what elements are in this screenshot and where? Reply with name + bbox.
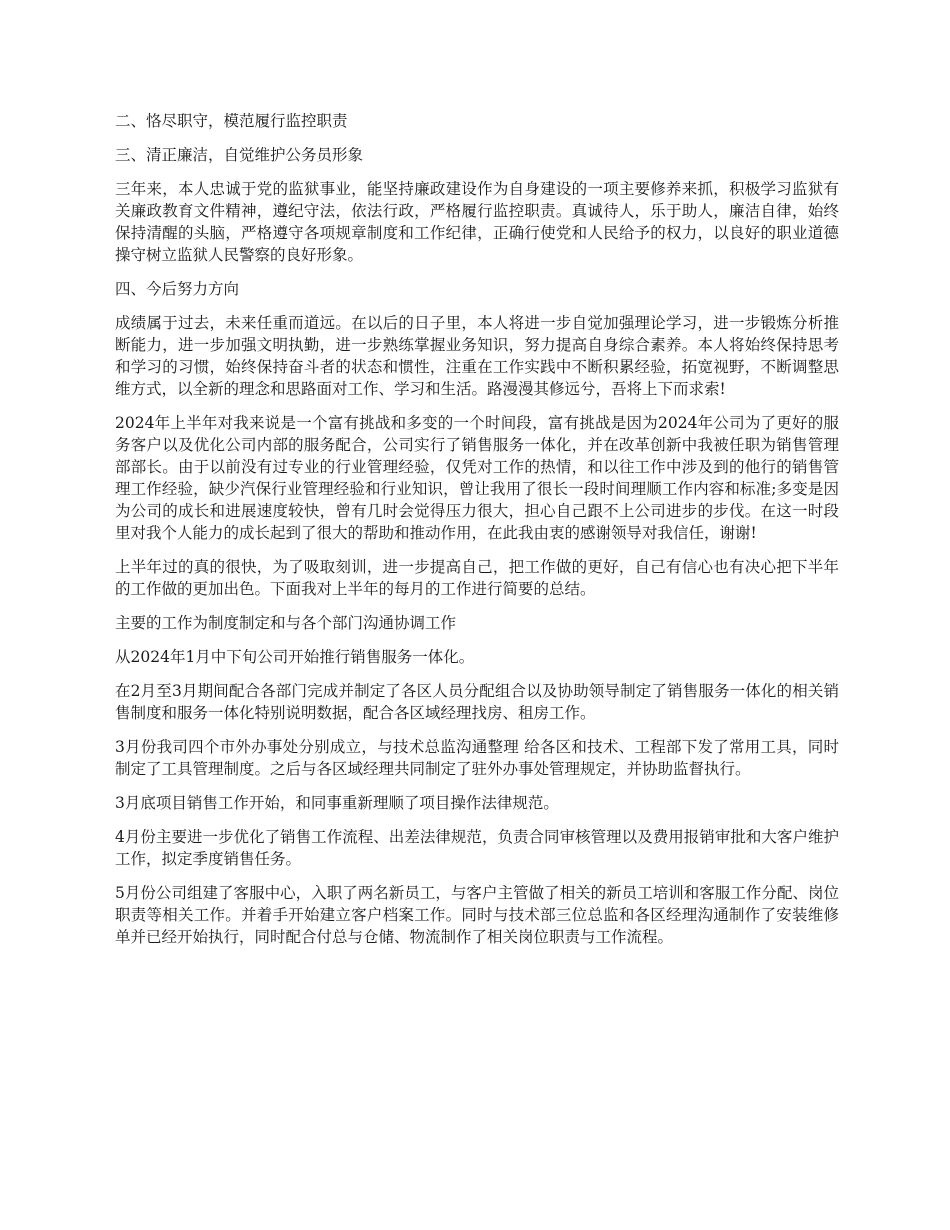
paragraph-half-year-intro: 2024年上半年对我来说是一个富有挑战和多变的一个时间段，富有挑战是因为2024年公司为了更好的服务客户以及优化公司内部的服务配合，公司实行了销售服务一体化，并在改革创新中我被任职为销售管理部部长。由于以前没有过专业的行业管理经验，仅凭对工作的热情，和以往工作中涉及到的他行的销售管理工作经验，缺少汽保行业管理经验和行业知识，曾让我用了很长一段时间理顺工作内容和标准;多变是因为公司的成长和进展速度较快，曾有几时会觉得压力很大，担心自己跟不上公司进步的步伐。在这一时段里对我个人能力的成长起到了很大的帮助和推动作用，在此我由衷的感谢领导对我信任，谢谢!: [115, 414, 839, 542]
paragraph-april: 4月份主要进一步优化了销售工作流程、出差法律规范，负责合同审核管理以及费用报销审批和大客户维护工作，拟定季度销售任务。: [115, 828, 839, 868]
section-heading-2: 二、恪尽职守，模范履行监控职责: [115, 112, 348, 130]
subheading-main-work: 主要的工作为制度制定和与各个部门沟通协调工作: [115, 614, 457, 632]
paragraph-january: 从2024年1月中下旬公司开始推行销售服务一体化。: [115, 648, 475, 666]
paragraph-may: 5月份公司组建了客服中心，入职了两名新员工，与客户主管做了相关的新员工培训和客服工作分配、岗位职责等相关工作。并着手开始建立客户档案工作。同时与技术部三位总监和各区经理沟通制作了安装维修单并已经开始执行，同时配合付总与仓储、物流制作了相关岗位职责与工作流程。: [115, 884, 839, 946]
paragraph-february-march: 在2月至3月期间配合各部门完成并制定了各区人员分配组合以及协助领导制定了销售服务一体化的相关销售制度和服务一体化特别说明数据，配合各区域经理找房、租房工作。: [115, 682, 839, 722]
document-page: [115, 110, 839, 960]
section-heading-4: 四、今后努力方向: [115, 280, 240, 298]
section-heading-3: 三、清正廉洁，自觉维护公务员形象: [115, 146, 364, 164]
paragraph-integrity: 三年来，本人忠诚于党的监狱事业，能坚持廉政建设作为自身建设的一项主要修养来抓，积极学习监狱有关廉政教育文件精神，遵纪守法，依法行政，严格履行监控职责。真诚待人，乐于助人，廉洁自律，始终保持清醒的头脑，严格遵守各项规章制度和工作纪律，正确行使党和人民给予的权力，以良好的职业道德操守树立监狱人民警察的良好形象。: [115, 180, 839, 264]
paragraph-future-direction: 成绩属于过去，未来任重而道远。在以后的日子里，本人将进一步自觉加强理论学习，进一步锻炼分析推断能力，进一步加强文明执勤，进一步熟练掌握业务知识，努力提高自身综合素养。本人将始终保持思考和学习的习惯，始终保持奋斗者的状态和惯性，注重在工作实践中不断积累经验，拓宽视野，不断调整思维方式，以全新的理念和思路面对工作、学习和生活。路漫漫其修远兮，吾将上下而求索!: [115, 314, 839, 398]
paragraph-summary-intro: 上半年过的真的很快，为了吸取刻训，进一步提高自己，把工作做的更好，自己有信心也有决心把下半年的工作做的更加出色。下面我对上半年的每月的工作进行简要的总结。: [115, 558, 839, 598]
paragraph-march-end: 3月底项目销售工作开始，和同事重新理顺了项目操作法律规范。: [115, 794, 559, 812]
paragraph-march-offices: 3月份我司四个市外办事处分别成立，与技术总监沟通整理 给各区和技术、工程部下发了常用工具，同时制定了工具管理制度。之后与各区域经理共同制定了驻外办事处管理规定，并协助监督执行。: [115, 738, 839, 778]
